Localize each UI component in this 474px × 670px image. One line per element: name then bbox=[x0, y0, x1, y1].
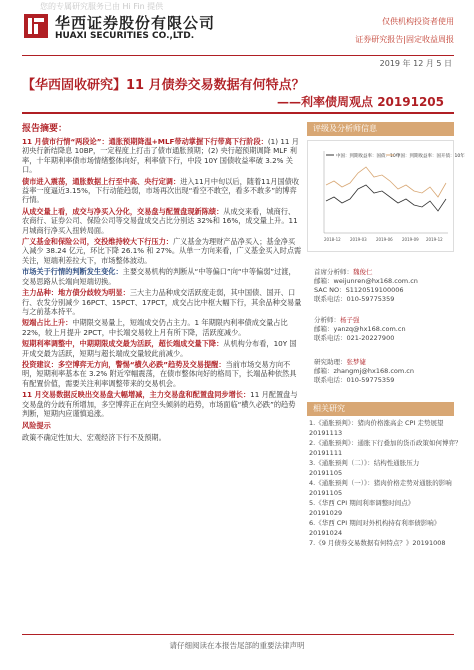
summary-paragraph: 市场关于行情的判断发生变化：主要交易机构的判断从“中等偏口”向“中等偏弱”过渡，交易思路从长端向短端切换。 bbox=[22, 267, 296, 286]
analyst-email[interactable]: 邮箱：weijunren@hx168.com.cn bbox=[314, 277, 418, 285]
analyst-block-assistant: 研究助理：张梦婕 邮箱：zhangmj@hx168.com.cn 联系电话：010-59775359 bbox=[314, 358, 414, 384]
legend-label-b: 中国：到期收益率：国开债：10年 bbox=[396, 154, 465, 159]
summary-heading: 报告摘要： bbox=[22, 124, 68, 134]
x-tick-label: 2019-12 bbox=[426, 237, 443, 242]
related-item[interactable]: 6.《华西 CPI 期间对外机构持有利率债影响》 bbox=[309, 519, 441, 527]
related-item-date: 20191111 bbox=[309, 449, 343, 457]
summary-paragraph: 投资建议：多空博弈无方向，警惕“横久必跌”趋势及交易提醒：当前市场交易方向不明，短期利率基本在 3.2% 附近窄幅震荡，在债市整体向好的格局下，长端品种依然具有配置价值，需要关注利率调整带来的交易机会。 bbox=[22, 359, 297, 388]
related-item[interactable]: 5.《华西 CPI 期间利率调整时间点》 bbox=[309, 499, 415, 507]
x-tick-label: 2019-06 bbox=[376, 237, 393, 242]
related-item-date: 20191024 bbox=[309, 529, 343, 537]
risk-heading: 风险提示 bbox=[22, 421, 51, 431]
footer-divider bbox=[22, 634, 454, 635]
related-item-date: 20191105 bbox=[309, 469, 343, 477]
related-item[interactable]: 2.《通胀预判》：通胀下行叠加的货币政策如何博弈？ bbox=[309, 439, 462, 447]
related-research-heading: 相关研究 bbox=[307, 402, 454, 416]
analyst-email[interactable]: 邮箱：yanzq@hx168.com.cn bbox=[314, 325, 406, 333]
summary-paragraph: 11 月交易数据反映出交易盘大幅增减，主力交易盘和配置盘同步增长：11 月配置盘与交易盘的分歧有所增加，多空博弈正在向空头倾斜的趋势，市场面临“横久必跌”的趋势判断，短期内应谨慎追涨。 bbox=[22, 390, 298, 418]
summary-paragraph: 11 月债市行情“两段论”：通胀预期降温+MLF带动掌握下行带离下行阶段：(1) 11 月初央行新结降息 10BP，一定程度上打击了债市通胀预期；(2) 央行超预期调降 MLF 利率，十年期利率债市场情绪整体向好，利率债下行，中段 10Y 国债收益率破 3.2% 关口。 bbox=[22, 137, 299, 175]
related-research-list bbox=[309, 418, 462, 548]
title-divider bbox=[22, 112, 454, 114]
risk-text: 政策不确定性加大、宏观经济下行不及预期。 bbox=[22, 432, 166, 442]
header-tag-report-type: 证券研究报告|固定收益周报 bbox=[355, 35, 454, 44]
analyst-email[interactable]: 邮箱：zhangmj@hx168.com.cn bbox=[314, 367, 414, 375]
yield-chart-svg bbox=[308, 141, 465, 251]
series-line-b bbox=[326, 167, 446, 197]
x-tick-label: 2019-03 bbox=[350, 237, 367, 242]
x-tick-label: 2019-09 bbox=[402, 237, 419, 242]
report-subtitle: ——利率债周观点 20191205 bbox=[277, 95, 444, 109]
summary-body bbox=[22, 137, 302, 444]
sidebar-rating-heading: 评级及分析师信息 bbox=[307, 122, 454, 136]
summary-paragraph: 短端占比上升：中期限交易量上，短端成交仍占主力。1 年期限内利率债成交量占比 22%，较上月提升 2PCT，中长端交易较上月有所下降，活跃度减少。 bbox=[22, 318, 288, 337]
related-item-date: 20191105 bbox=[309, 489, 343, 497]
company-name-en: HUAXI SECURITIES CO.,LTD. bbox=[55, 31, 195, 41]
related-item-date: 20191029 bbox=[309, 509, 343, 517]
company-logo-icon bbox=[24, 14, 48, 38]
analyst-block-analyst: 分析师：杨子强 邮箱：yanzq@hx168.com.cn 联系电话：021-20227900 bbox=[314, 316, 406, 342]
watermark: 您的专属研究服务已由 Hi Fin 提供 bbox=[40, 2, 164, 11]
footer-disclaimer: 请仔细阅读在本报告尾部的重要法律声明 bbox=[169, 641, 305, 650]
related-item-date: 20191113 bbox=[309, 429, 343, 437]
company-name-cn: 华西证券股份有限公司 bbox=[55, 14, 216, 32]
summary-paragraph: 广义基金和保险公司，交投维持较大下行压力：广义基金为理财产品净买入；基金净买入减少 38.24 亿元，环比下降 26.1% 和 27%。从单一方向来看，广义基金买入时点需关注，短端利差拉大下，市场整体波动。 bbox=[22, 237, 302, 265]
summary-paragraph: 债市进入震荡，通胀数据上行至中高、央行定调：进入11月中旬以后，随着11月国债收益率一度逼近3.15%，下行动能趋弱，市场再次出现“看空不敢空，看多不敢多”的博弈行情。 bbox=[22, 176, 300, 205]
x-tick-label: 2018-12 bbox=[324, 237, 341, 242]
report-date: 2019 年 12 月 5 日 bbox=[379, 59, 452, 68]
related-item[interactable]: 3.《通胀预判（二）》：结构性通胀压力 bbox=[309, 459, 420, 467]
summary-paragraph: 短期利率调整中，中期期限成交最为活跃，超长端成交量下降：从机构分布看，10Y 国开成交最为活跃，短期与超长端成交量较此前减少。 bbox=[22, 339, 297, 358]
related-item[interactable]: 4.《通胀预判（一）》：猪肉价格走势对通胀的影响 bbox=[309, 479, 452, 487]
analyst-block-chief: 首席分析师：魏俊仁 邮箱：weijunren@hx168.com.cn SAC NO：S1120519100006 联系电话：010-59775359 bbox=[314, 268, 418, 303]
report-title: 【华西固收研究】11 月债券交易数据有何特点？ bbox=[22, 78, 305, 93]
summary-paragraph: 主力品种：地方债分歧较为明显：三大主力品种成交活跃度走弱，其中国债、国开、口行、农发分别减少 16PCT、15PCT、17PCT，成交占比中枢大幅下行，其余品种交易量与之前基本持平。 bbox=[22, 288, 302, 316]
summary-paragraph: 从成交量上看，成交与净买入分化，交易盘与配置盘现新陈绩：从成交来看，城商行、农商行、证券公司、保险公司等交易盘成交占比分别达 32%和 16%，成交量上升。11 月城商行净买入扭转局面。 bbox=[22, 206, 298, 235]
related-item[interactable]: 7.《9 月债券交易数据有何特点？》20191008 bbox=[309, 539, 446, 547]
yield-chart bbox=[307, 140, 465, 252]
legend-label-a: 中国：到期收益率：国债：10年 bbox=[336, 154, 401, 159]
header-divider bbox=[22, 55, 454, 56]
related-item[interactable]: 1.《通胀预判》：猪肉价格涨高企 CPI 走势展望 bbox=[309, 419, 444, 427]
header-tag-institutional: 仅供机构投资者使用 bbox=[382, 17, 454, 26]
